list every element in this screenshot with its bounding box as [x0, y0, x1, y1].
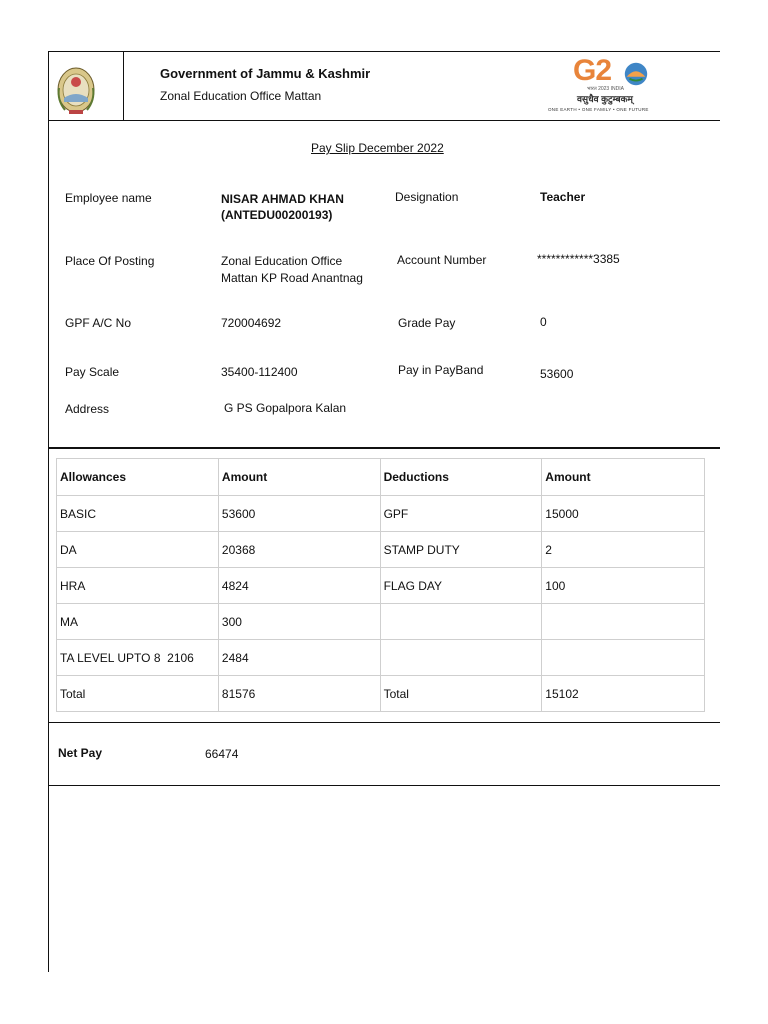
- allowance-total-label: Total: [57, 676, 219, 712]
- jk-emblem-icon: [55, 60, 97, 116]
- grade-pay-value: 0: [540, 315, 547, 329]
- page-left-border: [48, 51, 49, 972]
- g20-motto: ONE EARTH • ONE FAMILY • ONE FUTURE: [548, 107, 649, 112]
- allowance-amount: 20368: [218, 532, 380, 568]
- pay-scale-value: 35400-112400: [221, 365, 298, 379]
- allowance-amount: 4824: [218, 568, 380, 604]
- payband-value: 53600: [540, 367, 574, 381]
- grade-pay-label: Grade Pay: [398, 316, 456, 330]
- pay-table: [56, 458, 705, 712]
- g20-logo-text: G2: [573, 54, 612, 87]
- netpay-bottom-border: [48, 785, 720, 786]
- designation-label: Designation: [395, 190, 459, 204]
- office-name: Zonal Education Office Mattan: [160, 89, 322, 103]
- deduction-amount: 15000: [542, 496, 705, 532]
- deduction-total-value: 15102: [542, 676, 705, 712]
- allowance-amount: 2484: [218, 640, 380, 676]
- posting-value-line1: Zonal Education Office: [221, 254, 343, 268]
- pay-scale-label: Pay Scale: [65, 365, 120, 379]
- table-total-row: [57, 676, 705, 712]
- header-top-border: [48, 51, 720, 52]
- deduction-name: STAMP DUTY: [380, 532, 542, 568]
- details-bottom-border: [48, 447, 720, 449]
- allowance-amount: 53600: [218, 496, 380, 532]
- header-allowances: Allowances: [57, 459, 219, 496]
- allowance-name: HRA: [57, 568, 219, 604]
- g20-hindi-small: भारत 2023 INDIA: [587, 86, 624, 92]
- header-deductions: Deductions: [380, 459, 542, 496]
- deduction-amount: [542, 640, 705, 676]
- header-logo-divider: [123, 51, 124, 120]
- designation-value: Teacher: [540, 190, 586, 204]
- deduction-name: [380, 604, 542, 640]
- deduction-total-label: Total: [380, 676, 542, 712]
- net-pay-label: Net Pay: [58, 746, 103, 760]
- pay-table-header-row: [57, 459, 705, 496]
- table-row: [57, 640, 705, 676]
- gpf-value: 720004692: [221, 316, 282, 330]
- table-row: [57, 532, 705, 568]
- employee-name-label: Employee name: [65, 191, 152, 205]
- deduction-name: [380, 640, 542, 676]
- allowance-amount: 300: [218, 604, 380, 640]
- employee-name-value: NISAR AHMAD KHAN: [221, 192, 344, 206]
- g20-hindi-motto: वसुधैव कुटुम्बकम्: [577, 94, 633, 104]
- payslip-title: Pay Slip December 2022: [311, 141, 444, 155]
- allowance-name: DA: [57, 532, 219, 568]
- posting-label: Place Of Posting: [65, 254, 155, 268]
- address-value: G PS Gopalpora Kalan: [224, 401, 347, 415]
- allowance-name: BASIC: [57, 496, 219, 532]
- table-bottom-border: [48, 722, 720, 723]
- allowance-total-value: 81576: [218, 676, 380, 712]
- deduction-name: GPF: [380, 496, 542, 532]
- allowance-name: MA: [57, 604, 219, 640]
- table-row: [57, 568, 705, 604]
- address-label: Address: [65, 402, 110, 416]
- lotus-globe-icon: [621, 60, 651, 88]
- allowance-name: TA LEVEL UPTO 8 2106: [57, 640, 219, 676]
- g20-logo: [545, 54, 700, 116]
- employee-id-value: (ANTEDU00200193): [221, 208, 333, 222]
- payband-label: Pay in PayBand: [398, 363, 484, 377]
- posting-value-line2: Mattan KP Road Anantnag: [221, 271, 363, 285]
- header-bottom-border: [48, 120, 720, 121]
- header-allowance-amount: Amount: [218, 459, 380, 496]
- net-pay-value: 66474: [205, 747, 239, 761]
- table-row: [57, 496, 705, 532]
- gpf-label: GPF A/C No: [65, 316, 132, 330]
- table-row: [57, 604, 705, 640]
- deduction-amount: 2: [542, 532, 705, 568]
- deduction-amount: [542, 604, 705, 640]
- header-deduction-amount: Amount: [542, 459, 705, 496]
- deduction-amount: 100: [542, 568, 705, 604]
- account-label: Account Number: [397, 253, 487, 267]
- account-value: ************3385: [537, 252, 620, 266]
- deduction-name: FLAG DAY: [380, 568, 542, 604]
- org-name: Government of Jammu & Kashmir: [160, 66, 371, 81]
